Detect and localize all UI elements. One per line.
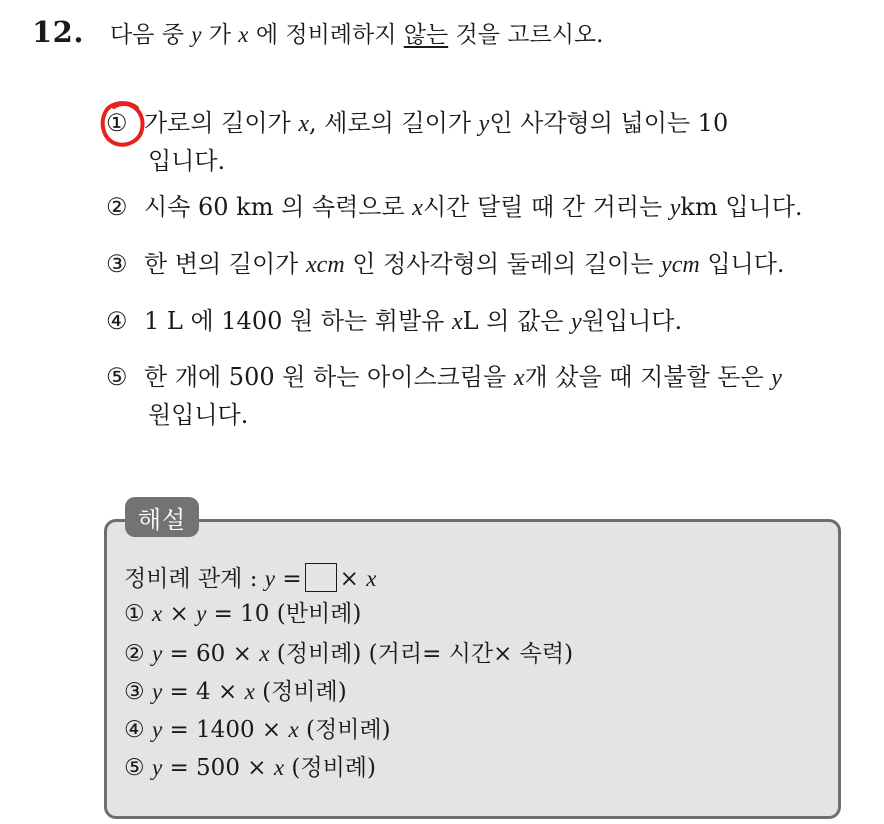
question-text: 다음 중 y 가 x 에 정비례하지 않는 것을 고르시오. xyxy=(109,21,604,48)
option-4[interactable]: ④ 1 L 에 1400 원 하는 휘발유 xL 의 값은 y원입니다. xyxy=(106,303,682,341)
explanation-line-5: ⑤ y = 500 × x (정비례) xyxy=(124,755,376,781)
explanation-line-4: ④ y = 1400 × x (정비례) xyxy=(124,717,391,743)
explanation-line-3: ③ y = 4 × x (정비례) xyxy=(124,679,347,705)
question-header xyxy=(32,14,603,50)
option-5[interactable]: ⑤ 한 개에 500 원 하는 아이스크림을 x개 샀을 때 지불할 돈은 y 원입니다. xyxy=(106,359,782,434)
option-2[interactable]: ② 시속 60 km 의 속력으로 x시간 달릴 때 간 거리는 ykm 입니다. xyxy=(106,189,803,227)
underlined-word: 않는 xyxy=(403,21,449,48)
option-1[interactable]: ① 가로의 길이가 x, 세로의 길이가 y인 사각형의 넓이는 10 입니다. xyxy=(106,105,728,180)
selected-answer-circle xyxy=(100,99,146,147)
explanation-relation: 정비례 관계 : y = × x xyxy=(124,563,376,595)
explanation-line-1: ① x × y = 10 (반비례) xyxy=(124,601,362,627)
explanation-line-2: ② y = 60 × x (정비례) (거리= 시간× 속력) xyxy=(124,641,574,667)
question-number: 12. xyxy=(32,15,84,49)
explanation-tab: 해설 xyxy=(125,497,199,537)
option-3[interactable]: ③ 한 변의 길이가 xcm 인 정사각형의 둘레의 길이는 ycm 입니다. xyxy=(106,246,785,284)
option-marker: ② xyxy=(106,193,128,221)
option-marker: ③ xyxy=(106,250,128,278)
option-marker: ④ xyxy=(106,307,128,335)
option-marker: ① xyxy=(106,109,128,137)
option-marker: ⑤ xyxy=(106,363,128,391)
blank-box xyxy=(305,563,337,592)
